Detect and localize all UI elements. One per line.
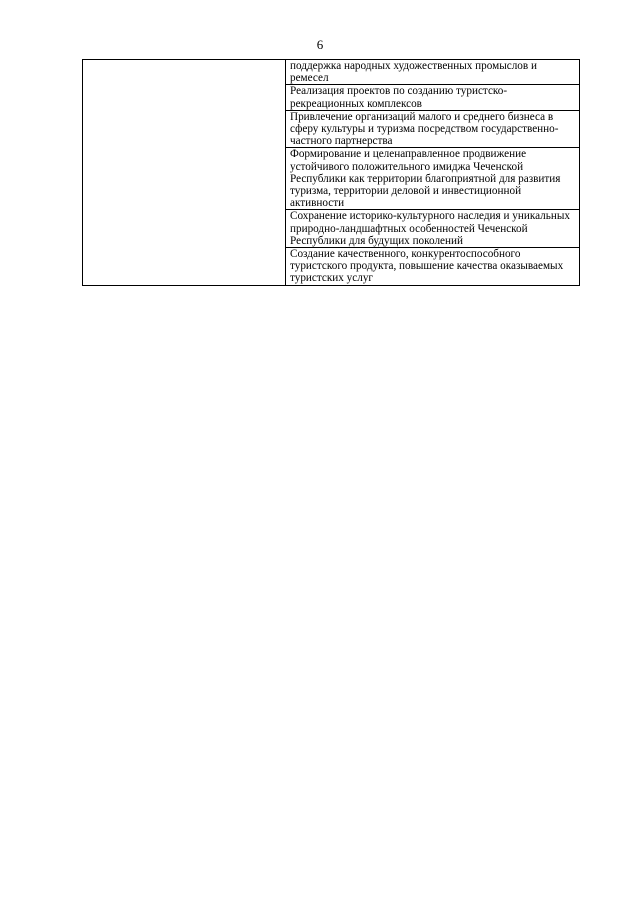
page-number: 6 xyxy=(316,37,324,52)
table-cell-right: поддержка народных художественных промыслов и ремесел xyxy=(286,60,580,85)
table-cell-left xyxy=(83,60,286,286)
table-cell-right: Создание качественного, конкурентоспособного туристского продукта, повышение качества оказываемых туристских услуг xyxy=(286,248,580,286)
table-cell-right: Сохранение историко-культурного наследия и уникальных природно-ландшафтных особенностей Чеченской Республики для будущих поколений xyxy=(286,210,580,248)
document-table xyxy=(82,59,580,286)
table-cell-right: Формирование и целенаправленное продвижение устойчивого положительного имиджа Чеченской Республики как территории благоприятной для развития туризма, территории деловой и инвестиционной активности xyxy=(286,148,580,210)
table-cell-right: Реализация проектов по созданию туристско-рекреационных комплексов xyxy=(286,85,580,110)
table-row xyxy=(83,60,580,85)
table-cell-right: Привлечение организаций малого и среднего бизнеса в сферу культуры и туризма посредством государственно-частного партнерства xyxy=(286,110,580,148)
